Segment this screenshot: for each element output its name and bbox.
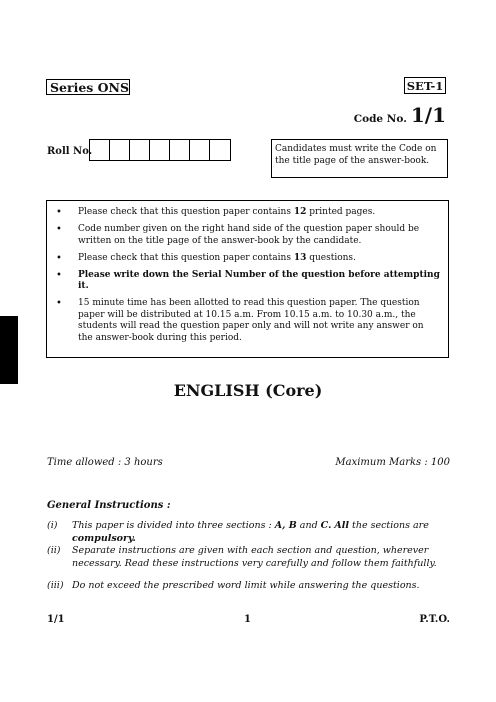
code-number	[354, 103, 446, 127]
roll-box[interactable]	[210, 140, 230, 160]
page-number: 1	[244, 614, 251, 625]
roll-number-label: Roll No.	[47, 146, 93, 157]
code-value: 1/1	[410, 103, 446, 127]
instruction-label: (i)	[47, 520, 58, 531]
checklist-item: • Please write down the Serial Number of the question before attempting it.	[53, 270, 440, 293]
instruction-text: Do not exceed the prescribed word limit while answering the questions.	[72, 580, 420, 591]
roll-box[interactable]	[130, 140, 150, 160]
checklist-item: • Please check that this question paper contains 13 questions.	[53, 253, 440, 265]
roll-box[interactable]	[110, 140, 130, 160]
general-instructions-heading: General Instructions :	[47, 500, 171, 511]
roll-box[interactable]	[170, 140, 190, 160]
instruction-label: (iii)	[47, 580, 64, 591]
roll-number-boxes[interactable]	[89, 139, 231, 161]
footer-code: 1/1	[47, 614, 65, 625]
time-allowed: Time allowed : 3 hours	[47, 457, 163, 468]
instruction-label: (ii)	[47, 545, 61, 556]
code-label: Code No.	[353, 113, 407, 125]
maximum-marks: Maximum Marks : 100	[335, 457, 450, 468]
checklist-item: • Code number given on the right hand side of the question paper should be written on the title page of the answer-book by the candidate.	[53, 224, 440, 247]
checklist-box	[46, 200, 449, 358]
checklist-item: • 15 minute time has been allotted to read this question paper. The question paper will be distributed at 10.15 a.m. From 10.15 a.m. to 10.30 a.m., the students will read the question paper only and will not write any answer on the answer-book during this period.	[53, 298, 440, 344]
set-label: SET-1	[404, 77, 446, 94]
instruction-text: Separate instructions are given with each section and question, wherever necessary. Read these instructions very carefully and follow them faithfully.	[72, 545, 437, 569]
side-marker	[0, 316, 18, 384]
checklist-item: • Please check that this question paper contains 12 printed pages.	[53, 207, 440, 219]
roll-box[interactable]	[90, 140, 110, 160]
paper-title: ENGLISH (Core)	[173, 381, 323, 400]
pto-label: P.T.O.	[419, 614, 450, 625]
candidate-note: Candidates must write the Code on the title page of the answer-book.	[271, 139, 448, 178]
instruction-text: This paper is divided into three sections : A, B and C. All the sections are compulsory.	[72, 520, 429, 544]
roll-box[interactable]	[150, 140, 170, 160]
roll-box[interactable]	[190, 140, 210, 160]
series-label: Series ONS	[46, 79, 130, 95]
